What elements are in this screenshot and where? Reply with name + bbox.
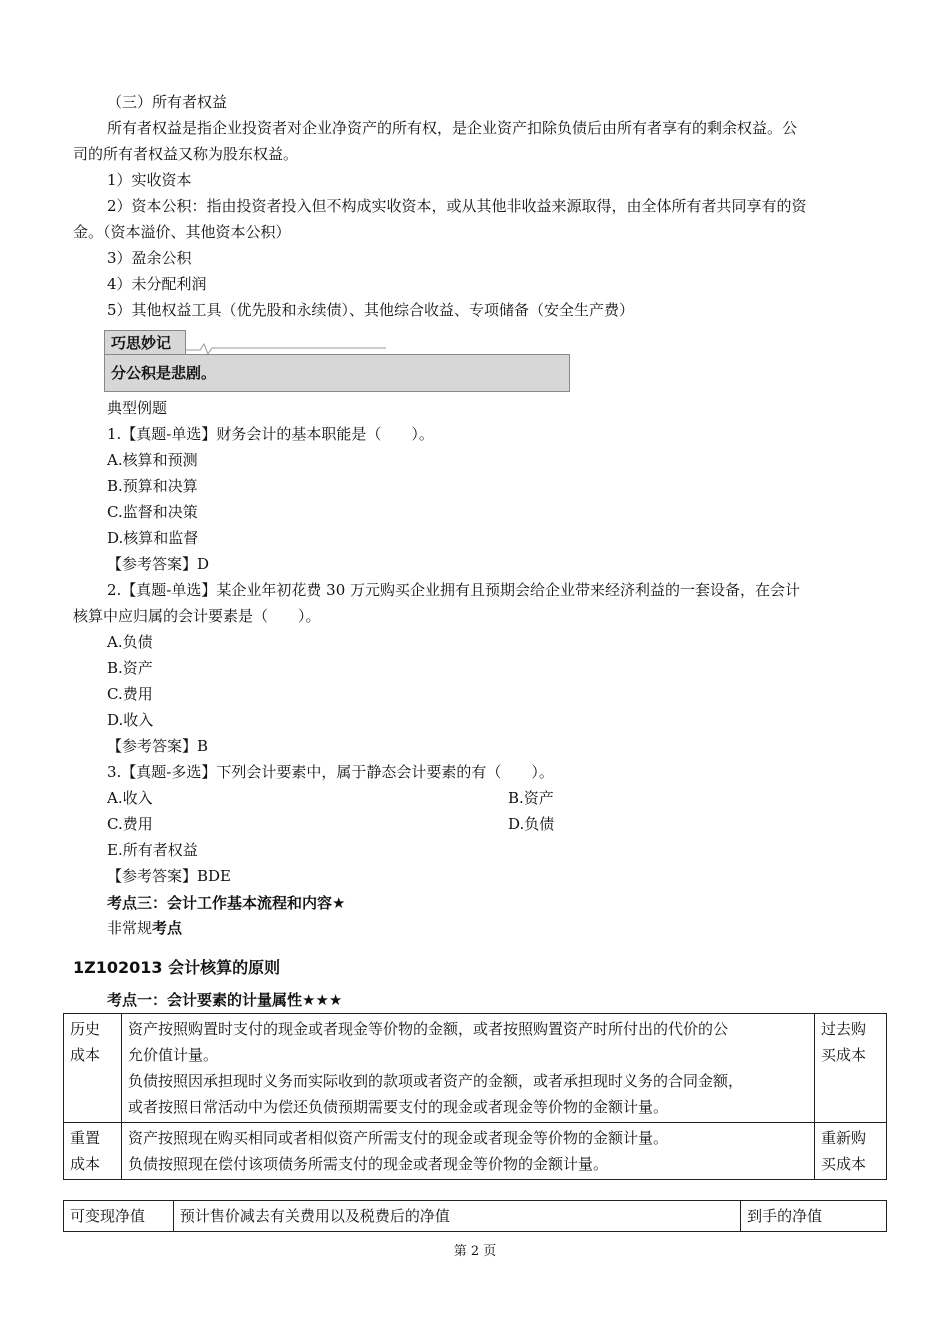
answer: 【参考答案】B xyxy=(107,737,209,755)
point-note-bold: 考点 xyxy=(152,919,183,937)
point-title: 考点三：会计工作基本流程和内容★ xyxy=(107,894,346,912)
list-item: 5）其他权益工具（优先股和永续债）、其他综合收益、专项储备（安全生产费） xyxy=(107,301,635,319)
cell-text: 资产按照现在购买相同或者相似资产所需支付的现金或者现金等价物的金额计量。 xyxy=(127,1129,668,1147)
option: D.收入 xyxy=(107,711,154,729)
option: C.费用 xyxy=(107,685,153,703)
cell-text: 重置 xyxy=(70,1129,101,1147)
option: A.核算和预测 xyxy=(107,451,198,469)
table-cell-note xyxy=(815,1123,887,1180)
answer: 【参考答案】BDE xyxy=(107,867,231,885)
question-stem: 3.【真题-多选】下列会计要素中，属于静态会计要素的有（ ）。 xyxy=(107,763,554,781)
option: B.资产 xyxy=(107,659,153,677)
memory-tip-title: 巧思妙记 xyxy=(104,330,186,354)
table-cell-note xyxy=(815,1014,887,1123)
list-item: 4）未分配利润 xyxy=(107,275,207,293)
option: A.收入 xyxy=(107,789,153,807)
cell-text: 重新购 xyxy=(821,1129,867,1147)
list-item: 2）资本公积：指由投资者投入但不构成实收资本，或从其他非收益来源取得，由全体所有者共同享有的资 xyxy=(107,197,807,215)
paragraph-line: 所有者权益是指企业投资者对企业净资产的所有权，是企业资产扣除负债后由所有者享有的剩余权益。公 xyxy=(107,119,798,137)
list-item: 金。（资本溢价、其他资本公积） xyxy=(73,223,291,241)
option: E.所有者权益 xyxy=(107,841,198,859)
option: B.资产 xyxy=(508,789,554,807)
option: B.预算和决算 xyxy=(107,477,198,495)
list-item: 3）盈余公积 xyxy=(107,249,192,267)
memory-tip-box xyxy=(104,330,570,392)
cell-text: 买成本 xyxy=(821,1155,867,1173)
cell-text: 过去购 xyxy=(821,1020,867,1038)
table-cell-desc xyxy=(121,1123,814,1180)
table-cell-desc xyxy=(121,1014,814,1123)
question-stem: 2.【真题-单选】某企业年初花费 30 万元购买企业拥有且预期会给企业带来经济利益的一套设备，在会计 xyxy=(107,581,801,599)
cell-text: 资产按照购置时支付的现金或者现金等价物的金额，或者按照购置资产时所付出的代价的公 xyxy=(127,1020,728,1038)
point-note-prefix: 非常规 xyxy=(107,919,153,937)
cell-text: 负债按照因承担现时义务而实际收到的款项或者资产的金额，或者承担现时义务的合同金额， xyxy=(127,1072,743,1090)
point-title: 考点一：会计要素的计量属性★★★ xyxy=(107,991,343,1009)
table-cell-label: 可变现净值 xyxy=(64,1201,174,1232)
option: D.核算和监督 xyxy=(107,529,199,547)
option: C.监督和决策 xyxy=(107,503,198,521)
paragraph-line: 司的所有者权益又称为股东权益。 xyxy=(73,145,299,163)
cell-text: 允价值计量。 xyxy=(127,1046,218,1064)
cell-text: 成本 xyxy=(70,1155,101,1173)
list-item: 1）实收资本 xyxy=(107,171,192,189)
point-note xyxy=(107,918,182,938)
cell-text: 买成本 xyxy=(821,1046,867,1064)
memory-tip-text: 分公积是悲剧。 xyxy=(104,354,570,392)
table-cell-desc: 预计售价减去有关费用以及税费后的净值 xyxy=(173,1201,740,1232)
table-row xyxy=(64,1123,887,1180)
page-number: 第 2 页 xyxy=(453,1244,497,1259)
answer: 【参考答案】D xyxy=(107,555,210,573)
chapter-heading: 1Z102013 会计核算的原则 xyxy=(73,958,281,977)
cell-text: 负债按照现在偿付该项债务所需支付的现金或者现金等价物的金额计量。 xyxy=(127,1155,608,1173)
wave-decoration-icon xyxy=(186,336,386,356)
measurement-table xyxy=(63,1013,887,1180)
table-row xyxy=(64,1014,887,1123)
table-cell-label xyxy=(64,1014,122,1123)
net-realizable-table xyxy=(63,1200,887,1232)
question-stem: 核算中应归属的会计要素是（ ）。 xyxy=(73,607,321,625)
section-heading: （三）所有者权益 xyxy=(107,93,228,111)
cell-text: 成本 xyxy=(70,1046,101,1064)
cell-text: 历史 xyxy=(70,1020,101,1038)
option: C.费用 xyxy=(107,815,153,833)
table-cell-label xyxy=(64,1123,122,1180)
question-stem: 1.【真题-单选】财务会计的基本职能是（ ）。 xyxy=(107,425,434,443)
examples-title: 典型例题 xyxy=(107,399,168,417)
option: A.负债 xyxy=(107,633,153,651)
cell-text: 或者按照日常活动中为偿还负债预期需要支付的现金或者现金等价物的金额计量。 xyxy=(127,1098,668,1116)
option: D.负债 xyxy=(508,815,555,833)
table-cell-note: 到手的净值 xyxy=(741,1201,887,1232)
table-row xyxy=(64,1201,887,1232)
